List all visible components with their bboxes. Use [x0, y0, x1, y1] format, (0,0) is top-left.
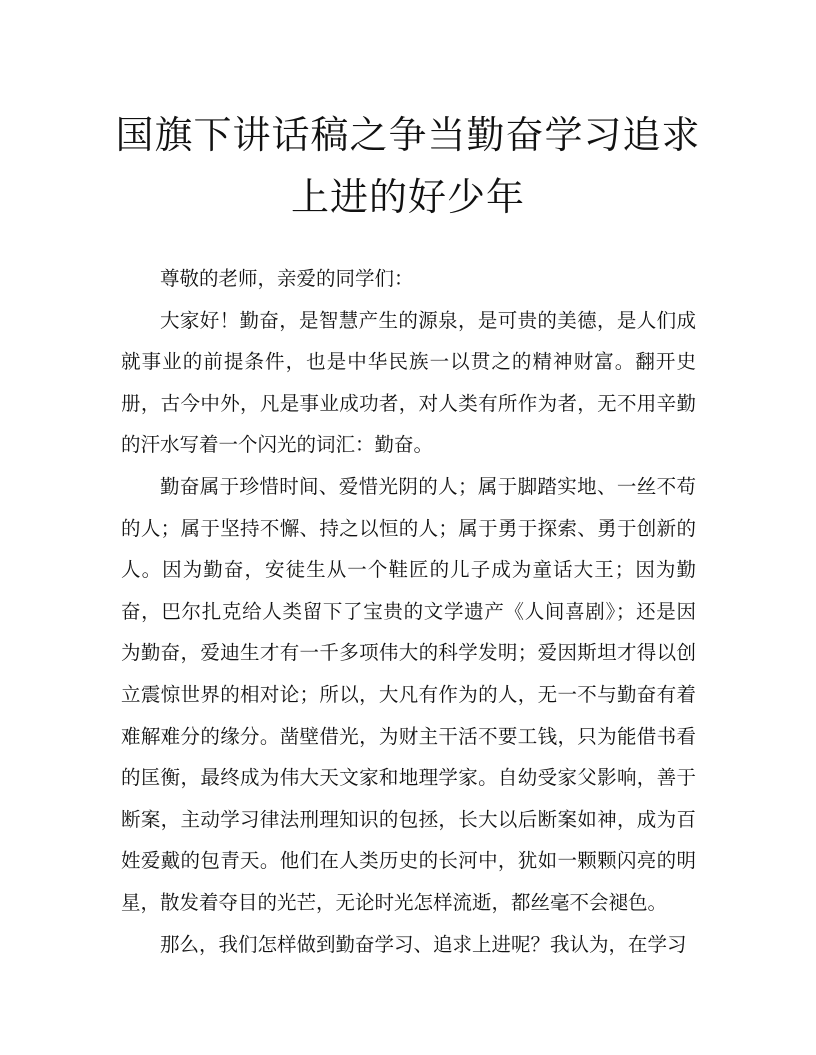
body-paragraph-3: 那么，我们怎样做到勤奋学习、追求上进呢？我认为，在学习: [160, 932, 687, 956]
body-paragraph-1: 大家好！勤奋，是智慧产生的源泉，是可贵的美德，是人们成就事业的前提条件，也是中华民族一以贯之的精神财富。翻开史册，古今中外，凡是事业成功者，对人类有所作为者，无不用辛勤的汗水写着一个闪光的词汇：勤奋。: [121, 308, 696, 457]
salutation-paragraph: 尊敬的老师，亲爱的同学们：: [160, 267, 414, 290]
document-body: [121, 258, 696, 965]
document-title: 国旗下讲话稿之争当勤奋学习追求上进的好少年: [115, 113, 701, 219]
body-paragraph-2: 勤奋属于珍惜时间、爱惜光阴的人；属于脚踏实地、一丝不苟的人；属于坚持不懈、持之以恒的人；属于勇于探索、勇于创新的人。因为勤奋，安徒生从一个鞋匠的儿子成为童话大王；因为勤奋，巴尔扎克给人类留下了宝贵的文学遗产《人间喜剧》；还是因为勤奋，爱迪生才有一千多项伟大的科学发明；爱因斯坦才得以创立震惊世界的相对论；所以，大凡有作为的人，无一不与勤奋有着难解难分的缘分。凿壁借光，为财主干活不要工钱，只为能借书看的匡衡，最终成为伟大天文家和地理学家。自幼受家父影响，善于断案，主动学习律法刑理知识的包拯，长大以后断案如神，成为百姓爱戴的包青天。他们在人类历史的长河中，犹如一颗颗闪亮的明星，散发着夺目的光芒，无论时光怎样流逝，都丝毫不会褪色。: [121, 474, 696, 914]
